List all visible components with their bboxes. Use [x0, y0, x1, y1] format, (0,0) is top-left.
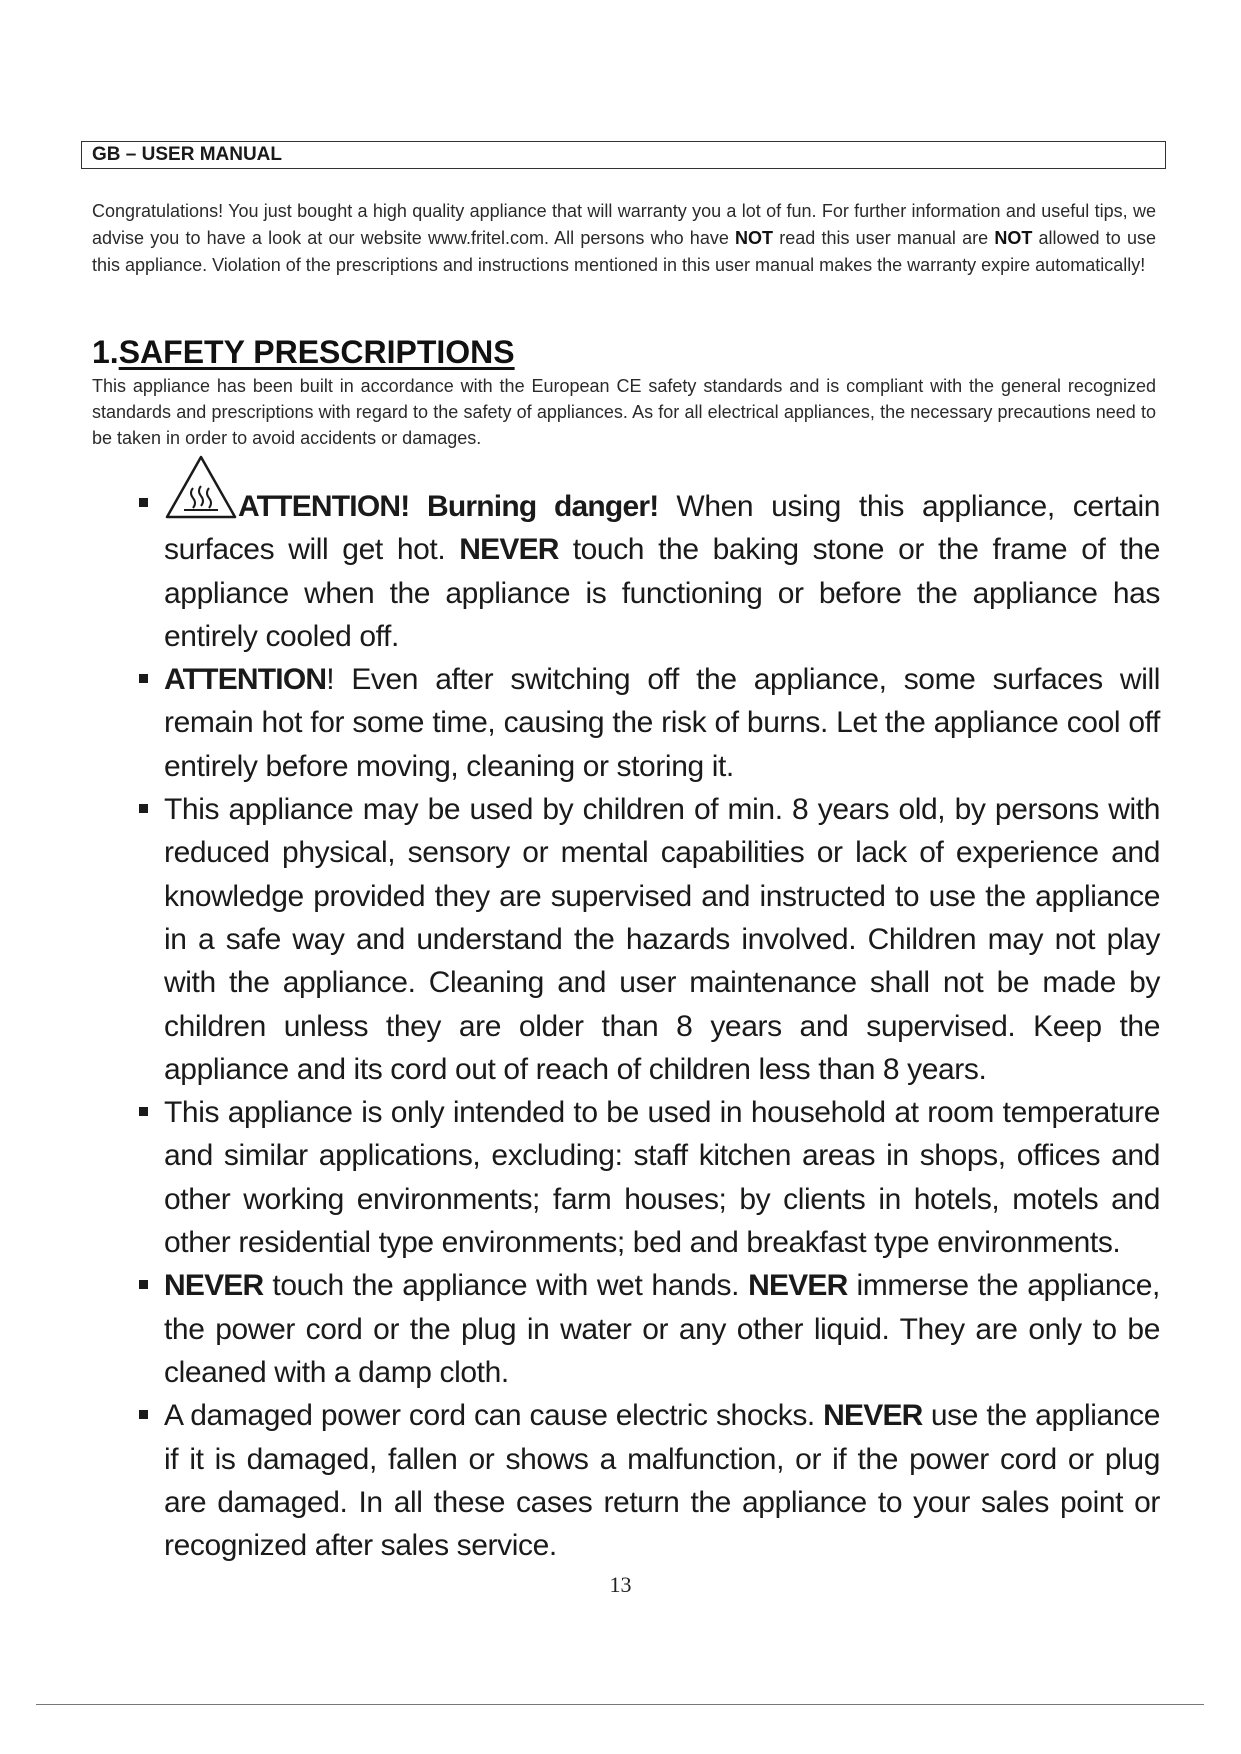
- manual-header: [81, 141, 1166, 169]
- list-item: ATTENTION! Even after switching off the appliance, some surfaces will remain hot for some time, causing the risk of burns. Let the appliance cool off entirely before moving, cleaning or storing it.: [135, 658, 1160, 788]
- safety-list: [135, 482, 1160, 1567]
- hot-surface-warning-icon: [164, 454, 238, 520]
- list-item: This appliance is only intended to be used in household at room temperature and similar applications, excluding: staff kitchen areas in shops, offices and other working environments; farm houses; by clients in hotels, motels and other residential type environments; bed and breakfast type environments.: [135, 1091, 1160, 1264]
- emphasis-not: NOT: [735, 228, 774, 248]
- page-number: 13: [609, 1572, 632, 1597]
- manual-header-title: GB – USER MANUAL: [92, 144, 283, 165]
- intro-paragraph: Congratulations! You just bought a high quality appliance that will warranty you a lot of fun. For further information and useful tips, we advise you to have a look at our website www.fritel.com. All persons who have NOT read this user manual are NOT allowed to use this appliance. Violation of the prescriptions and instructions mentioned in this user manual makes the warranty expire automatically!: [92, 201, 1156, 275]
- list-item: NEVER touch the appliance with wet hands. NEVER immerse the appliance, the power cord or the plug in water or any other liquid. They are only to be cleaned with a damp cloth.: [135, 1264, 1160, 1394]
- bottom-divider: [36, 1704, 1204, 1705]
- list-item: A damaged power cord can cause electric shocks. NEVER use the appliance if it is damaged, fallen or shows a malfunction, or if the power cord or plug are damaged. In all these cases return the appliance to your sales point or recognized after sales service.: [135, 1394, 1160, 1567]
- section-title-text: SAFETY PRESCRIPTIONS: [118, 334, 515, 370]
- list-item: This appliance may be used by children of min. 8 years old, by persons with reduced physical, sensory or mental capabilities or lack of experience and knowledge provided they are supervised and instructed to use the appliance in a safe way and understand the hazards involved. Children may not play with the appliance. Cleaning and user maintenance shall not be made by children unless they are older than 8 years and supervised. Keep the appliance and its cord out of reach of children less than 8 years.: [135, 788, 1160, 1091]
- section-title: [92, 332, 515, 372]
- list-item: ATTENTION! Burning danger! When using this appliance, certain surfaces will get hot. NEVER touch the baking stone or the frame of the appliance when the appliance is functioning or before the appliance has entirely cooled off.: [135, 482, 1160, 658]
- emphasis-not: NOT: [994, 228, 1033, 248]
- section-number: 1.: [92, 334, 119, 370]
- section-intro: This appliance has been built in accordance with the European CE safety standards and is compliant with the general recognized standards and prescriptions with regard to the safety of appliances. As for all electrical appliances, the necessary precautions need to be taken in order to avoid accidents or damages.: [92, 376, 1156, 448]
